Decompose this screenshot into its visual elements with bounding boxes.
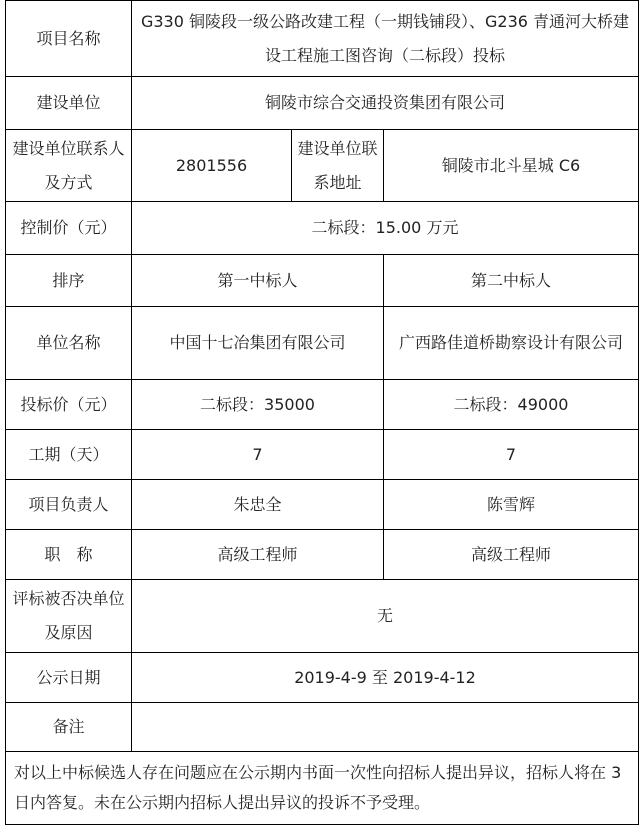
row-project [6,1,639,77]
row-order [6,255,639,307]
title-second: 高级工程师 [384,530,639,580]
publicity-date-label: 公示日期 [6,653,132,703]
title-first: 高级工程师 [132,530,384,580]
bid-price-label: 投标价（元） [6,380,132,430]
row-builder [6,77,639,130]
row-rejected [6,580,639,653]
builder-label: 建设单位 [6,77,132,130]
address-value: 铜陵市北斗星城 C6 [384,130,639,202]
leader-second: 陈雪辉 [384,480,639,530]
title-label: 职 称 [6,530,132,580]
contact-value: 2801556 [132,130,292,202]
row-note [6,752,639,825]
control-price-label: 控制价（元） [6,202,132,255]
rejected-value: 无 [132,580,639,653]
period-label: 工期（天） [6,430,132,480]
bid-price-first: 二标段：35000 [132,380,384,430]
project-value: G330 铜陵段一级公路改建工程（一期钱铺段）、G236 青通河大桥建设工程施工图咨询（二标段）投标 [132,1,639,77]
remark-value [132,703,639,752]
builder-value: 铜陵市综合交通投资集团有限公司 [132,77,639,130]
bid-result-table [5,0,639,825]
row-leader [6,480,639,530]
remark-label: 备注 [6,703,132,752]
row-bid-price [6,380,639,430]
row-title [6,530,639,580]
control-price-value: 二标段：15.00 万元 [132,202,639,255]
leader-first: 朱忠全 [132,480,384,530]
row-unit-name [6,307,639,380]
unit-name-second: 广西路佳道桥勘察设计有限公司 [384,307,639,380]
bid-price-second: 二标段：49000 [384,380,639,430]
row-remark [6,703,639,752]
project-label: 项目名称 [6,1,132,77]
order-label: 排序 [6,255,132,307]
address-label: 建设单位联系地址 [292,130,384,202]
contact-label: 建设单位联系人及方式 [6,130,132,202]
unit-name-first: 中国十七冶集团有限公司 [132,307,384,380]
rejected-label: 评标被否决单位及原因 [6,580,132,653]
leader-label: 项目负责人 [6,480,132,530]
objection-note: 对以上中标候选人存在问题应在公示期内书面一次性向招标人提出异议，招标人将在 3 日内答复。未在公示期内招标人提出异议的投诉不予受理。 [6,752,639,825]
period-first: 7 [132,430,384,480]
row-control-price [6,202,639,255]
unit-name-label: 单位名称 [6,307,132,380]
publicity-date-value: 2019-4-9 至 2019-4-12 [132,653,639,703]
order-second: 第二中标人 [384,255,639,307]
row-period [6,430,639,480]
period-second: 7 [384,430,639,480]
row-publicity-date [6,653,639,703]
row-contact [6,130,639,202]
order-first: 第一中标人 [132,255,384,307]
